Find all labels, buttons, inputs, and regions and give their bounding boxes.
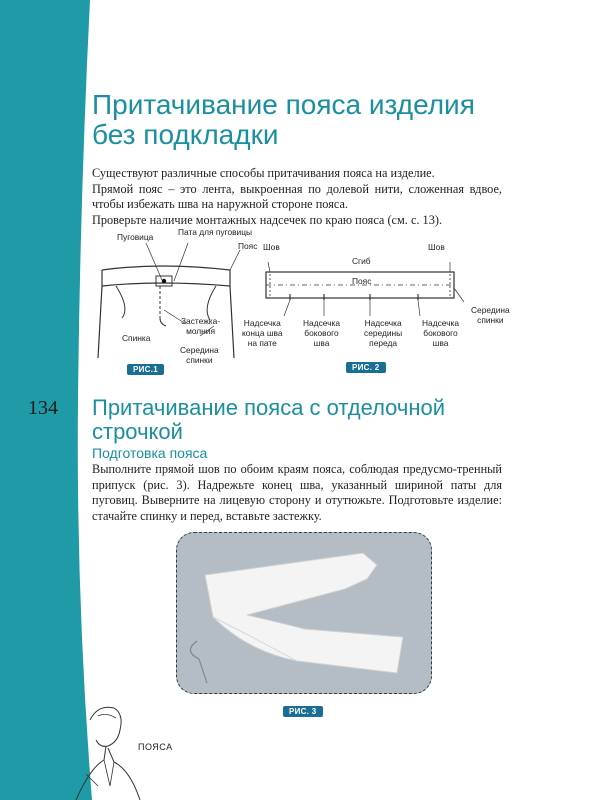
fig2-label-notch-front: Надсечка середины переда: [364, 318, 403, 348]
figure2-drawing: [258, 258, 468, 318]
section1-paragraph: [92, 166, 502, 228]
fig2-label-fold: Сгиб: [352, 256, 371, 266]
fig1-label-back-center: Середина спинки: [180, 345, 219, 365]
section2-subtitle: Подготовка пояса: [92, 445, 208, 461]
page-number: 134: [28, 397, 58, 419]
figure3-badge: РИС. 3: [283, 706, 323, 717]
fig2-label-seam-right: Шов: [428, 242, 445, 252]
section1-line: Существуют различные способы притачивания пояса на изделие.: [92, 166, 435, 180]
fig1-label-button-tab: Пата для пуговицы: [178, 227, 253, 237]
section2-title: Притачивание пояса с отделочной строчкой: [92, 395, 446, 444]
fig2-label-belt: Пояс: [352, 276, 372, 286]
footer-chapter: ПОЯСА: [138, 742, 173, 752]
figure2-badge: РИС. 2: [346, 362, 386, 373]
section1-line: Проверьте наличие монтажных надсечек по краю пояса (см. с. 13).: [92, 212, 443, 227]
fig2-label-notch-side1: Надсечка бокового шва: [303, 318, 341, 348]
fig2-label-notch-end: Надсечка конца шва на пате: [242, 318, 283, 348]
fig1-label-zipper: Застежка- молния: [181, 316, 221, 336]
fig2-label-back-center: Середина спинки: [471, 305, 510, 325]
belt-illustration: [177, 533, 431, 693]
section1-title: Притачивание пояса изделия без подкладки: [92, 89, 475, 150]
fig1-label-back: Спинка: [122, 333, 151, 343]
fig2-label-notch-side2: Надсечка бокового шва: [422, 318, 460, 348]
section2-paragraph: Выполните прямой шов по обоим краям пояса, соблюдая предусмо-тренный припуск (рис. 3). Надрежьте конец шва, указанный шириной паты для пуговиц. Выверните на лицевую сторону и отутюжьте. Подготовьте изделие: стачайте спинку и перед, вставьте застежку.: [92, 462, 502, 523]
figure1-drawing: [90, 240, 250, 360]
figure3-photo: [176, 532, 432, 694]
fig1-label-belt: Пояс: [238, 241, 258, 251]
fig2-label-seam-left: Шов: [263, 242, 280, 252]
fig1-label-button: Пуговица: [117, 232, 154, 242]
figure1-badge: РИС.1: [127, 364, 164, 375]
section1-line: Прямой пояс – это лента, выкроенная по долевой нити, сложенная вдвое, чтобы избежать шва на наружной стороне пояса.: [92, 181, 502, 211]
